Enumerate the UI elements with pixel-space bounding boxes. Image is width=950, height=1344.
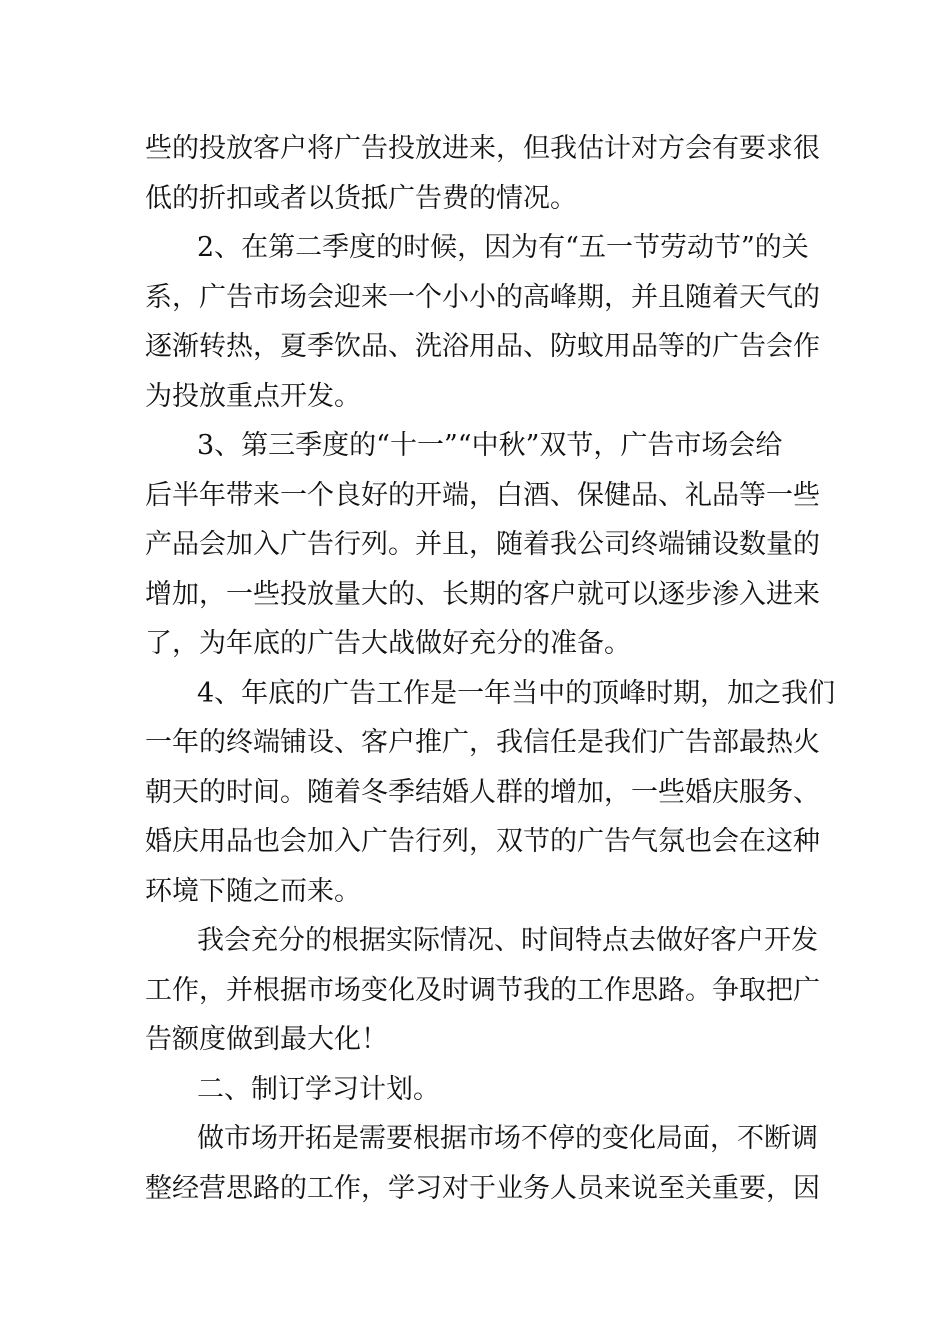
document-body bbox=[145, 124, 836, 1213]
text-line: 低的折扣或者以货抵广告费的情况。 bbox=[145, 182, 577, 214]
text-line: 产品会加入广告行列。并且，随着我公司终端铺设数量的 bbox=[145, 529, 820, 560]
text-line: 3、第三季度的“十一”“中秋”双节，广告市场会给 bbox=[197, 430, 783, 461]
text-line: 二、制订学习计划。 bbox=[197, 1073, 440, 1105]
paragraph bbox=[145, 421, 820, 669]
text-line: 增加，一些投放量大的、长期的客户就可以逐步渗入进来 bbox=[145, 578, 820, 610]
text-line: 告额度做到最大化！ bbox=[145, 1024, 388, 1055]
paragraph bbox=[145, 124, 820, 223]
text-line: 2、在第二季度的时候，因为有“五一节劳动节”的关 bbox=[197, 232, 809, 263]
paragraph bbox=[145, 223, 820, 421]
section-heading bbox=[145, 1065, 805, 1115]
text-line: 婚庆用品也会加入广告行列，双节的广告气氛也会在这种 bbox=[145, 826, 820, 857]
text-line: 4、年底的广告工作是一年当中的顶峰时期，加之我们 bbox=[197, 677, 836, 709]
text-line: 逐渐转热，夏季饮品、洗浴用品、防蚊用品等的广告会作 bbox=[145, 331, 820, 362]
text-line: 工作，并根据市场变化及时调节我的工作思路。争取把广 bbox=[145, 974, 820, 1006]
text-line: 朝天的时间。随着冬季结婚人群的增加，一些婚庆服务、 bbox=[145, 776, 820, 808]
text-line: 系，广告市场会迎来一个小小的高峰期，并且随着天气的 bbox=[145, 281, 820, 313]
paragraph bbox=[145, 916, 820, 1065]
text-line: 一年的终端铺设、客户推广，我信任是我们广告部最热火 bbox=[145, 727, 820, 758]
text-line: 我会充分的根据实际情况、时间特点去做好客户开发 bbox=[197, 925, 818, 956]
text-line: 为投放重点开发。 bbox=[145, 380, 361, 412]
paragraph bbox=[145, 669, 836, 917]
text-line: 做市场开拓是需要根据市场不停的变化局面，不断调 bbox=[197, 1123, 818, 1154]
text-line: 后半年带来一个良好的开端，白酒、保健品、礼品等一些 bbox=[145, 479, 820, 511]
text-line: 环境下随之而来。 bbox=[145, 875, 361, 907]
paragraph bbox=[145, 1114, 820, 1213]
text-line: 整经营思路的工作，学习对于业务人员来说至关重要，因 bbox=[145, 1172, 820, 1204]
text-line: 了，为年底的广告大战做好充分的准备。 bbox=[145, 628, 631, 659]
text-line: 些的投放客户将广告投放进来，但我估计对方会有要求很 bbox=[145, 133, 820, 164]
